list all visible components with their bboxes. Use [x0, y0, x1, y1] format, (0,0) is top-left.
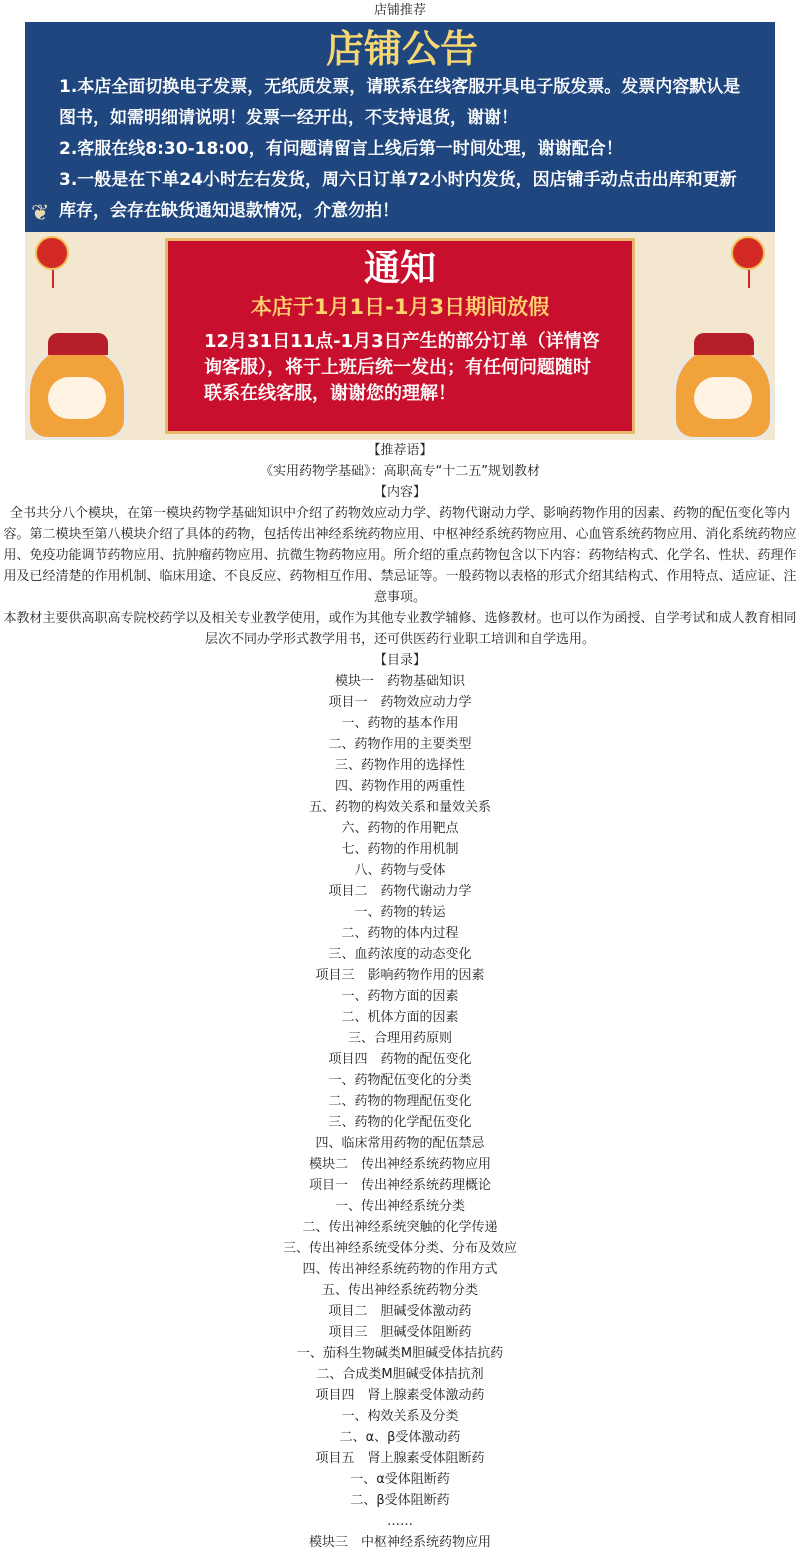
- toc-item: 三、药物作用的选择性: [334, 758, 465, 773]
- toc-item: 一、构效关系及分类: [341, 1409, 459, 1424]
- toc-item: 模块一 药物基础知识: [334, 674, 465, 689]
- content-paragraph-1: 全书共分八个模块，在第一模块药物学基础知识中介绍了药物效应动力学、药物代谢动力学、影响药物作用的因素、药物的配伍变化等内容。第二模块至第八模块介绍了具体的药物，包括传出神经系统药物应用、中枢神经系统药物应用、心血管系统药物应用、消化系统药物应用、免疫功能调节药物应用、抗肿瘤药物应用、抗微生物药物应用。所介绍的重点药物包含以下内容：药物结构式、化学名、性状、药理作用及已经清楚的作用机制、临床用途、不良反应、药物相互作用、禁忌证等。一般药物以表格的形式介绍其结构式、作用特点、适应证、注意事项。: [3, 506, 797, 605]
- toc-item: 项目四 药物的配伍变化: [328, 1052, 472, 1067]
- toc-item: 项目一 传出神经系统药理概论: [308, 1178, 491, 1193]
- toc-item: 项目五 肾上腺素受体阻断药: [315, 1451, 485, 1466]
- toc-item: 八、药物与受体: [354, 863, 446, 878]
- toc-item: 五、传出神经系统药物分类: [321, 1283, 478, 1298]
- toc-item: 三、血药浓度的动态变化: [328, 947, 472, 962]
- toc-item: 项目三 胆碱受体阻断药: [328, 1325, 472, 1340]
- lantern-icon: [35, 236, 69, 270]
- store-notice-panel: [25, 22, 775, 232]
- toc-item: 一、传出神经系统分类: [334, 1199, 465, 1214]
- lantern-icon: [731, 236, 765, 270]
- toc-item: 二、药物作用的主要类型: [328, 737, 472, 752]
- store-notice-line-3: 3.一般是在下单24小时左右发货，周六日订单72小时内发货，因店铺手动点击出库和更新库存，会存在缺货通知退款情况，介意勿拍！: [59, 170, 737, 221]
- toc-item: 模块三 中枢神经系统药物应用: [308, 1535, 491, 1550]
- toc-item: 项目一 药物效应动力学: [328, 695, 472, 710]
- toc-item: 项目四 肾上腺素受体激动药: [315, 1388, 485, 1403]
- store-notice-line-1: 1.本店全面切换电子发票，无纸质发票，请联系在线客服开具电子版发票。发票内容默认是图书，如需明细请说明！发票一经开出，不支持退货，谢谢！: [59, 77, 741, 128]
- holiday-notice-subtitle: 本店于1月1日-1月3日期间放假: [250, 295, 550, 319]
- recommend-heading: 【推荐语】: [367, 443, 433, 458]
- recommend-text: 《实用药物学基础》：高职高专“十二五”规划教材: [260, 464, 540, 479]
- tiger-mascot-icon: [673, 344, 773, 440]
- toc-item: 二、传出神经系统突触的化学传递: [302, 1220, 498, 1235]
- toc-item: 二、合成类M胆碱受体拮抗剂: [316, 1367, 484, 1382]
- toc-item: 一、药物方面的因素: [341, 989, 459, 1004]
- toc-item: 二、药物的物理配伍变化: [328, 1094, 472, 1109]
- content-heading: 【内容】: [373, 485, 426, 500]
- toc-item: 三、合理用药原则: [347, 1031, 452, 1046]
- toc-item: 五、药物的构效关系和量效关系: [308, 800, 491, 815]
- toc-item: 模块二 传出神经系统药物应用: [308, 1157, 491, 1172]
- store-notice-line-2: 2.客服在线8:30-18:00，有问题请留言上线后第一时间处理，谢谢配合！: [59, 139, 623, 159]
- toc-item: 六、药物的作用靶点: [341, 821, 459, 836]
- content-paragraph-2: 本教材主要供高职高专院校药学以及相关专业教学使用，或作为其他专业教学辅修、选修教材。也可以作为函授、自学考试和成人教育相同层次不同办学形式教学用书，还可供医药行业职工培训和自学选用。: [3, 611, 797, 647]
- toc-item: 项目三 影响药物作用的因素: [315, 968, 485, 983]
- toc-item: 一、药物配伍变化的分类: [328, 1073, 472, 1088]
- store-banner: [25, 22, 775, 440]
- toc-item: 二、β受体阻断药: [350, 1493, 450, 1508]
- table-of-contents: [0, 671, 800, 1553]
- toc-item: 一、茄科生物碱类M胆碱受体拮抗药: [296, 1346, 504, 1361]
- toc-heading: 【目录】: [373, 653, 426, 668]
- holiday-notice-title: 通知: [363, 248, 436, 289]
- toc-item: 二、机体方面的因素: [341, 1010, 459, 1025]
- toc-item: 三、药物的化学配伍变化: [328, 1115, 472, 1130]
- store-notice-title: 店铺公告: [325, 27, 478, 71]
- holiday-notice-panel: [25, 232, 775, 440]
- toc-item: 三、传出神经系统受体分类、分布及效应: [282, 1241, 517, 1256]
- toc-item: 二、药物的体内过程: [341, 926, 459, 941]
- toc-item: 四、传出神经系统药物的作用方式: [302, 1262, 498, 1277]
- toc-item: 一、药物的基本作用: [341, 716, 459, 731]
- holiday-notice-card: [165, 238, 635, 434]
- leaf-decoration-icon: ❦: [31, 201, 50, 226]
- toc-item: 项目二 胆碱受体激动药: [328, 1304, 472, 1319]
- toc-item: 项目二 药物代谢动力学: [328, 884, 472, 899]
- toc-item: 二、α、β受体激动药: [339, 1430, 461, 1445]
- toc-item: 一、药物的转运: [354, 905, 446, 920]
- toc-item: 一、α受体阻断药: [350, 1472, 450, 1487]
- toc-item: 七、药物的作用机制: [341, 842, 459, 857]
- toc-item: 四、临床常用药物的配伍禁忌: [315, 1136, 485, 1151]
- page-title: 店铺推荐: [373, 3, 426, 18]
- product-description: [0, 440, 800, 1553]
- toc-item: 四、药物作用的两重性: [334, 779, 465, 794]
- toc-item: ……: [387, 1514, 413, 1529]
- holiday-notice-body: 12月31日11点-1月3日产生的部分订单（详情咨询客服），将于上班后统一发出；有任何问题随时联系在线客服，谢谢您的理解！: [204, 331, 600, 404]
- tiger-mascot-icon: [27, 344, 127, 440]
